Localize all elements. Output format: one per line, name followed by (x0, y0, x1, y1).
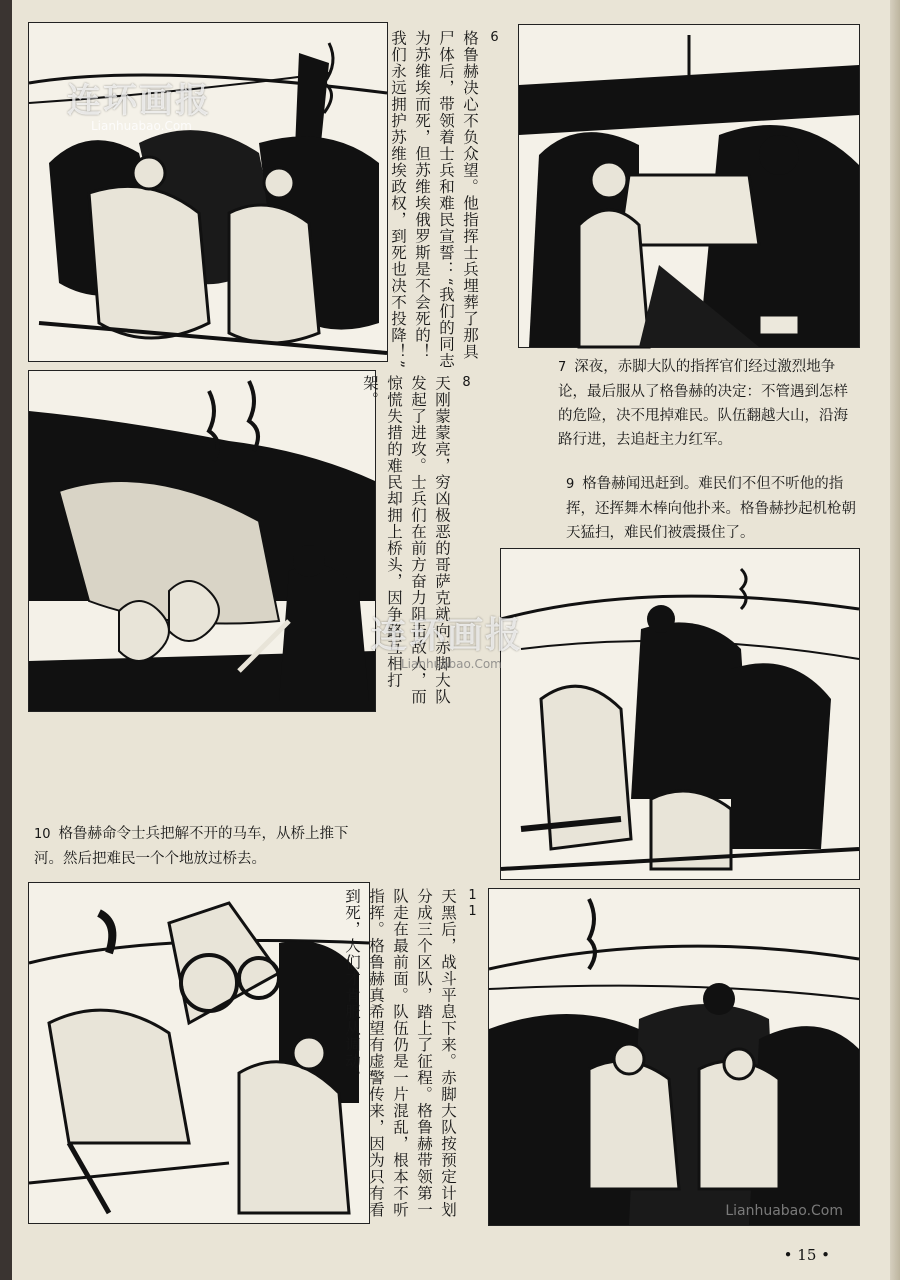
caption-6 (386, 30, 506, 370)
panel-7-drawing (519, 25, 859, 347)
caption-7 (558, 355, 858, 452)
watermark-logo-center: 连环画报 (371, 615, 524, 656)
page-edge (890, 0, 900, 1280)
caption-9 (566, 472, 858, 545)
panel-6-illustration (28, 22, 388, 362)
caption-11-text: 天黑后，战斗平息下来。赤脚大队按预定计划分成三个区队，踏上了征程。格鲁赫带领第一队走在最前面。队伍仍是一片混乱，根本不听指挥。格鲁赫真希望有虚警传来，因为只有看到死，人们才肯服从调动。 (343, 888, 457, 1218)
panel-8-drawing (29, 371, 375, 711)
caption-6-number: 6 (487, 30, 502, 46)
panel-11-drawing (489, 889, 859, 1225)
panel-10-illustration (28, 882, 370, 1224)
watermark-site-3: Lianhuabao.Com (725, 1203, 843, 1219)
caption-7-number: 7 (558, 360, 567, 375)
caption-10-number: 10 (34, 827, 51, 842)
page-number: • 15 • (783, 1246, 830, 1264)
binding-spine (0, 0, 12, 1280)
watermark-logo: 连环画报 (67, 81, 211, 121)
caption-6-text: 格鲁赫决心不负众望。他指挥士兵埋葬了那具尸体后，带领着士兵和难民宣誓：“我们的同志为苏维埃而死，但苏维埃俄罗斯是不会死的！我们永远拥护苏维埃政权，到死也决不投降！” (389, 30, 479, 369)
caption-10 (34, 822, 354, 871)
panel-8-illustration (28, 370, 376, 712)
panel-9-illustration (371, 548, 860, 880)
panel-10-drawing (29, 883, 369, 1223)
panel-7-illustration (518, 24, 860, 348)
caption-11-number: 11 (465, 888, 480, 920)
caption-11 (343, 888, 484, 1228)
caption-8-text: 天刚蒙蒙亮，穷凶极恶的哥萨克就向赤脚大队发起了进攻。士兵们在前方奋力阻击敌人，而惊慌失措的难民却拥上桥头，因争路互相打架。 (361, 375, 451, 705)
caption-7-text: 深夜，赤脚大队的指挥官们经过激烈地争论，最后服从了格鲁赫的决定：不管遇到怎样的危险，决不甩掉难民。队伍翻越大山，沿海路行进，去追赶主力红军。 (558, 359, 848, 448)
caption-9-text: 格鲁赫闻迅赶到。难民们不但不听他的指挥，还挥舞木棒向他扑来。格鲁赫抄起机枪朝天猛扫，难民们被震摄住了。 (566, 476, 856, 541)
caption-8-number: 8 (459, 375, 474, 391)
caption-9-number: 9 (566, 477, 575, 492)
watermark-site-2: Lianhuabao.Com (401, 657, 502, 671)
panel-11-illustration (488, 888, 860, 1226)
caption-10-text: 格鲁赫命令士兵把解不开的马车，从桥上推下河。然后把难民一个个地放过桥去。 (34, 826, 349, 867)
panel-9-drawing (501, 549, 859, 879)
watermark-site-1: Lianhuabao.Com (91, 119, 192, 133)
